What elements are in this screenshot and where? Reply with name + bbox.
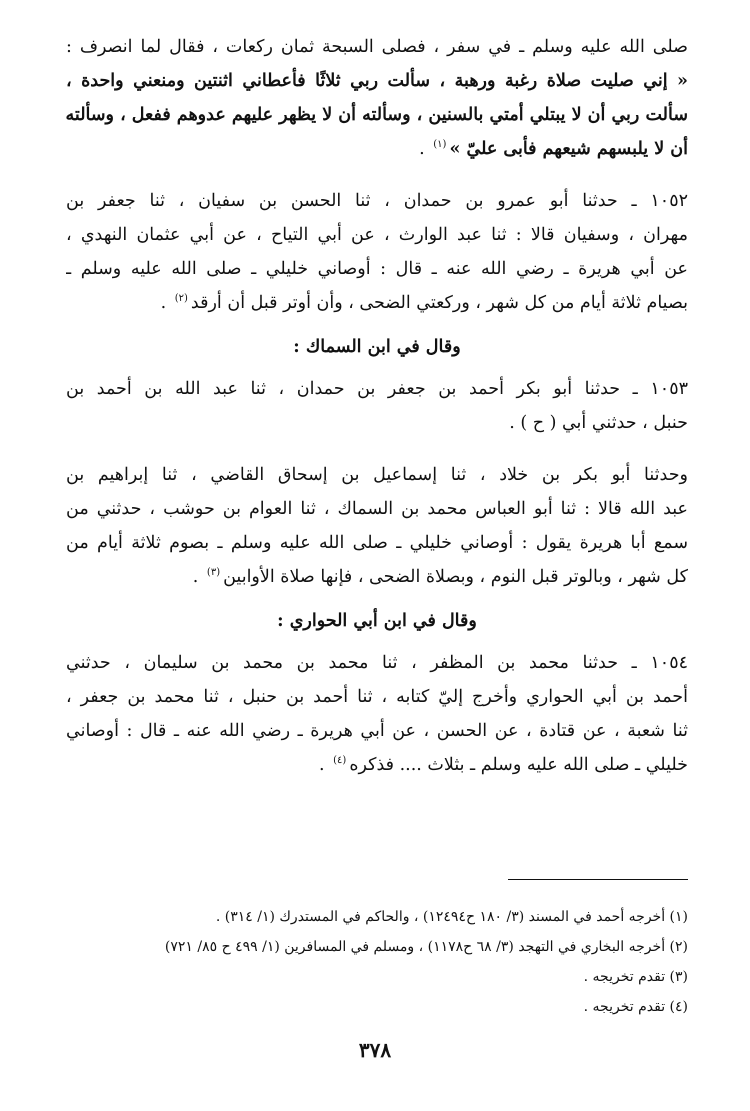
text-line: سمع أبا هريرة يقول : أوصاني خليلي ـ صلى الله عليه وسلم ـ بصوم ثلاثة أيام من <box>66 533 688 553</box>
section-heading: وقال في ابن أبي الحواري : <box>277 611 477 631</box>
page-number: ٣٧٨ <box>358 1038 392 1062</box>
section-heading: وقال في ابن السماك : <box>293 337 461 357</box>
hadith-opening-line: وحدثنا أبو بكر بن خلاد ، ثنا إسماعيل بن إسحاق القاضي ، ثنا إبراهيم بن <box>66 465 688 485</box>
text-line: حنبل ، حدثني أبي ( ح ) . <box>509 413 688 433</box>
footnote: (١) أخرجه أحمد في المسند (٣/ ١٨٠ ح١٢٤٩٤) ، والحاكم في المستدرك (١/ ٣١٤) . <box>215 909 688 925</box>
quoted-dua-text: أن لا يلبسهم شيعهم فأبى عليّ » <box>449 139 688 159</box>
hadith-1053-second-chain <box>66 458 688 594</box>
text-line: عن أبي هريرة ـ رضي الله عنه ـ قال : أوصاني خليلي ـ صلى الله عليه وسلم ـ <box>66 259 688 279</box>
text-line: خليلي ـ صلى الله عليه وسلم ـ بثلاث .... فذكره <box>349 755 688 775</box>
text-line-last: بصيام ثلاثة أيام من كل شهر ، وركعتي الضحى ، وأن أوتر قبل أن أرقد(٢) . <box>160 293 688 313</box>
hadith-1052 <box>66 184 688 320</box>
text-line: ثنا شعبة ، عن قتادة ، عن الحسن ، عن أبي هريرة ـ رضي الله عنه ـ قال : أوصاني <box>66 721 688 741</box>
text-line: صلى الله عليه وسلم ـ في سفر ، فصلى السبحة ثمان ركعات ، فقال لما انصرف : <box>66 37 688 57</box>
hadith-continuation <box>66 30 688 166</box>
text-line: بصيام ثلاثة أيام من كل شهر ، وركعتي الضحى ، وأن أوتر قبل أن أرقد <box>190 293 688 313</box>
text-line: مهران ، وسفيان قالا : ثنا عبد الوارث ، عن أبي التياح ، عن أبي عثمان النهدي ، <box>66 225 688 245</box>
quoted-dua-line-last: أن لا يلبسهم شيعهم فأبى عليّ »(١) . <box>419 139 688 159</box>
footnotes <box>66 902 688 1022</box>
text-line-last: كل شهر ، وبالوتر قبل النوم ، وبصلاة الضحى ، فإنها صلاة الأوابين(٣) . <box>192 567 688 587</box>
footnote: (٤) تقدم تخريجه . <box>583 999 688 1015</box>
text-line: كل شهر ، وبالوتر قبل النوم ، وبصلاة الضحى ، فإنها صلاة الأوابين <box>223 567 688 587</box>
hadith-opening-line: ١٠٥٣ ـ حدثنا أبو بكر أحمد بن جعفر بن حمدان ، ثنا عبد الله بن أحمد بن <box>66 379 688 399</box>
hadith-1053 <box>66 372 688 440</box>
footnote: (٢) أخرجه البخاري في التهجد (٣/ ٦٨ ح١١٧٨) ، ومسلم في المسافرين (١/ ٤٩٩ ح ٨٥/ ٧٢١) <box>164 939 688 955</box>
text-line: أحمد بن أبي الحواري وأخرج إليّ كتابه ، ثنا أحمد بن حنبل ، ثنا محمد بن جعفر ، <box>66 687 688 707</box>
quoted-dua-line: « إني صليت صلاة رغبة ورهبة ، سألت ربي ثلاثًا فأعطاني اثنتين ومنعني واحدة ، <box>66 71 688 91</box>
footnote: (٣) تقدم تخريجه . <box>583 969 688 985</box>
footnote-divider <box>508 879 688 880</box>
text-line-last: خليلي ـ صلى الله عليه وسلم ـ بثلاث .... فذكره(٤) . <box>318 755 688 775</box>
hadith-opening-line: ١٠٥٤ ـ حدثنا محمد بن المظفر ، ثنا محمد بن محمد بن سليمان ، حدثني <box>66 653 688 673</box>
quoted-dua-line: سألت ربي أن لا يبتلي أمتي بالسنين ، وسألته أن لا يظهر عليهم عدوهم ففعل ، وسألته <box>66 105 688 125</box>
text-line: عبد الله قالا : ثنا أبو العباس محمد بن السماك ، ثنا العوام بن حوشب ، حدثني من <box>66 499 688 519</box>
hadith-opening-line: ١٠٥٢ ـ حدثنا أبو عمرو بن حمدان ، ثنا الحسن بن سفيان ، ثنا جعفر بن <box>66 191 688 211</box>
hadith-1054 <box>66 646 688 782</box>
